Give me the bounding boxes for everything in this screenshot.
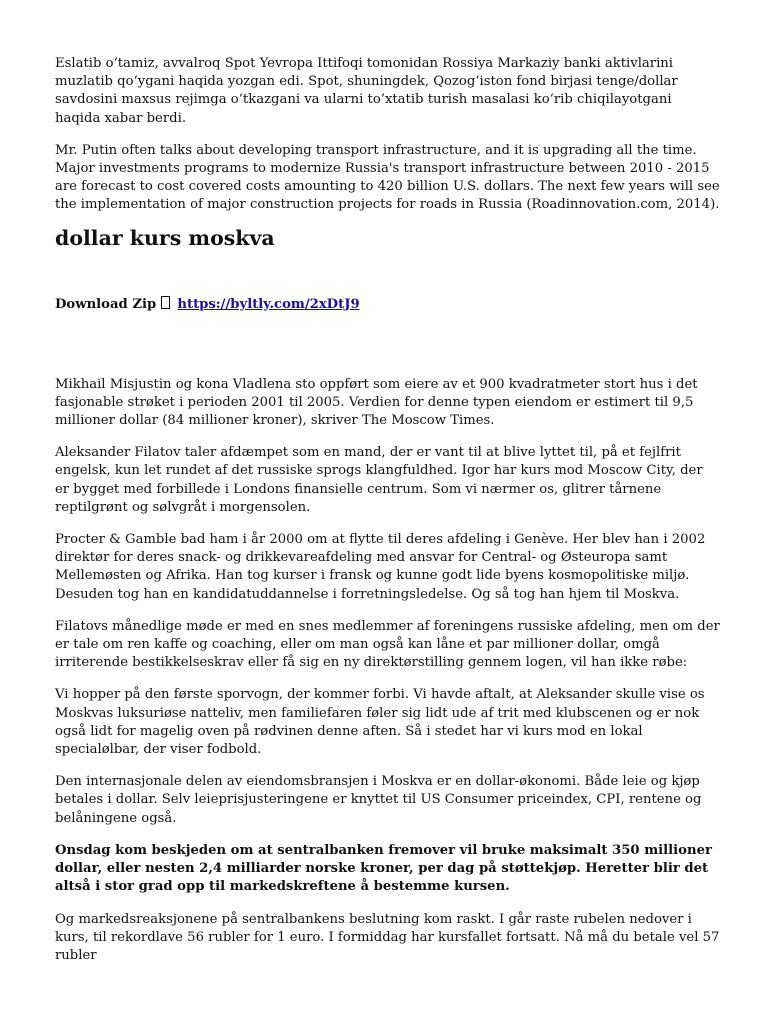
paragraph-putin-transport: Mr. Putin often talks about developing transport infrastructure, and it is upgrading all the time. Major investments programs to modernize Russia's transport infrastructure between 2010 - 2015 are forecast to cost covered costs amounting to 420 billion U.S. dollars. The next few years will see the implementation of major construction projects for roads in Russia (Roadinnovation.com, 2014).: [55, 142, 720, 213]
document-page: [55, 55, 720, 965]
missing-glyph-icon: [161, 296, 170, 309]
download-label: Download Zip: [55, 296, 157, 312]
spacer: [55, 314, 720, 376]
paragraph-procter-gamble: Procter & Gamble bad ham i år 2000 om at flytte til deres afdeling i Genève. Her blev han i 2002 direktør for deres snack- og drikkevareafdeling med ansvar for Central- og Østeuropa samt Mellemøsten og Afrika. Han tog kurser i fransk og kunne godt lide byens kosmopolitiske miljø. Desuden tog han en kandidatuddannelse i forretningsledelse. Og så tog han hjem til Moskva.: [55, 532, 706, 602]
paragraph-sporvogn: Vi hopper på den første sporvogn, der kommer forbi. Vi havde aftalt, at Aleksander skulle vise os Moskvas luksuriøse natteliv, men familiefaren føler sig lidt ude af trit med klubscenen og er nok også lidt for magelig oven på rødvinen denne aften. Så i stedet har vi kurs mod en lokal specialølbar, der viser fodbold.: [55, 687, 705, 758]
section-heading: dollar kurs moskva: [55, 225, 275, 250]
paragraph-uzbek: Eslatib o‘tamiz, avvalroq Spot Yevropa Ittifoqi tomonidan Rossiya Markaziy banki aktivlarini muzlatib qo‘ygani haqida yozgan edi. Spot, shuningdek, Qozog‘iston fond birjasi tenge/dollar savdosini maxsus rejimga o‘tkazgani va ularni to‘xtatib turish masalasi ko‘rib chiqilayotgani haqida xabar berdi.: [55, 56, 678, 126]
paragraph-filatov-meeting: Filatovs månedlige møde er med en snes medlemmer af foreningens russiske afdeling, men om der er tale om ren kaffe og coaching, eller om man også kan låne et par millioner dollar, omgå irriterende bestikkelseskrav eller få sig en ny direktørstilling gennem logen, vil han ikke røbe:: [55, 618, 720, 671]
paragraph-market-reaction: Og markedsreaksjonene på sentralbankens beslutning kom raskt. I går raste rubelen nedover i kurs, til rekordlave 56 rubler for 1 euro. I formiddag har kursfallet fortsatt. Nå må du betale vel 57 rubler: [55, 911, 720, 963]
download-line: [55, 296, 720, 314]
paragraph-misjustin: Mikhail Misjustin og kona Vladlena sto oppført som eiere av et 900 kvadratmeter stort hus i det fasjonable strøket i perioden 2001 til 2005. Verdien for denne typen eiendom er estimert til 9,5 millioner dollar (84 millioner kroner), skriver The Moscow Times.: [55, 376, 698, 429]
download-link[interactable]: https://byltly.com/2xDtJ9: [177, 296, 360, 312]
paragraph-central-bank-bold: Onsdag kom beskjeden om at sentralbanken fremover vil bruke maksimalt 350 millioner dollar, eller nesten 2,4 milliarder norske kroner, per dag på støttekjøp. Heretter blir det altså i stor grad opp til markedskreftene å bestemme kursen.: [55, 842, 712, 895]
paragraph-dollar-economy: Den internasjonale delen av eiendomsbransjen i Moskva er en dollar-økonomi. Både leie og kjøp betales i dollar. Selv leieprisjusteringene er knyttet til US Consumer priceindex, CPI, rentene og belåningene også.: [55, 774, 702, 826]
paragraph-filatov-intro: Aleksander Filatov taler afdæmpet som en mand, der er vant til at blive lyttet til, på et fejlfrit engelsk, kun let rundet af det russiske sprogs klangfuldhed. Igor har kurs mod Moscow City, der er bygget med forbillede i Londons finansielle centrum. Som vi nærmer os, glitrer tårnene reptilgrønt og sølvgråt i morgensolen.: [55, 445, 703, 515]
